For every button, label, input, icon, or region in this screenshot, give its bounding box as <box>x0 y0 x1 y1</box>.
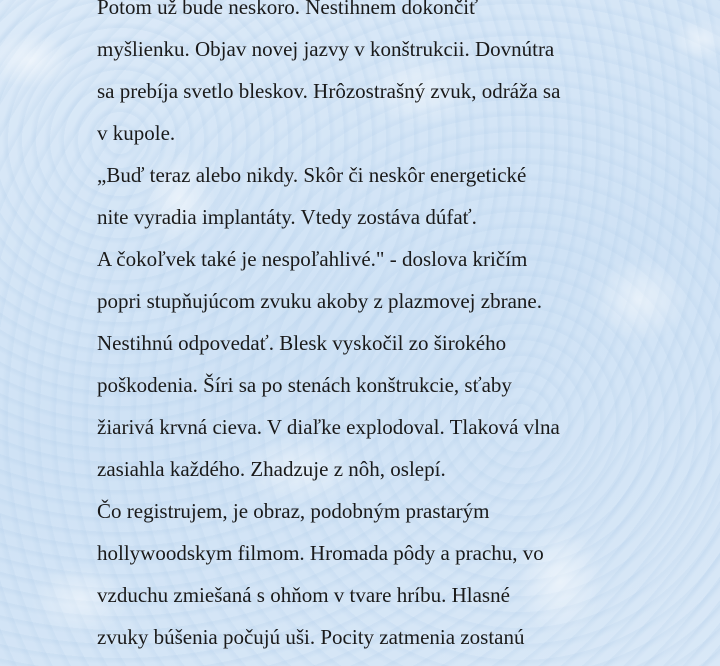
text-line: zasiahla každého. Zhadzuje z nôh, oslepí. <box>97 457 446 481</box>
story-text-block <box>97 0 657 658</box>
text-line: popri stupňujúcom zvuku akoby z plazmovej zbrane. <box>97 289 542 313</box>
text-line: v kupole. <box>97 121 176 145</box>
text-line: žiarivá krvná cieva. V diaľke explodoval. Tlaková vlna <box>97 415 560 439</box>
text-line: poškodenia. Šíri sa po stenách konštrukcie, sťaby <box>97 373 512 397</box>
text-line: Čo registrujem, je obraz, podobným prastarým <box>97 499 490 523</box>
text-line: A čokoľvek také je nespoľahlivé." - doslova kričím <box>97 247 528 271</box>
text-line: zvuky búšenia počujú uši. Pocity zatmenia zostanú <box>97 625 525 649</box>
text-line: vzduchu zmiešaná s ohňom v tvare hríbu. Hlasné <box>97 583 510 607</box>
text-line: myšlienku. Objav novej jazvy v konštrukcii. Dovnútra <box>97 37 555 61</box>
text-line: nite vyradia implantáty. Vtedy zostáva dúfať. <box>97 205 477 229</box>
text-line: hollywoodskym filmom. Hromada pôdy a prachu, vo <box>97 541 544 565</box>
text-line: sa prebíja svetlo bleskov. Hrôzostrašný zvuk, odráža sa <box>97 79 561 103</box>
text-line: Potom už bude neskoro. Nestihnem dokončiť <box>97 0 479 19</box>
text-line: „Buď teraz alebo nikdy. Skôr či neskôr energetické <box>97 163 527 187</box>
text-line: Nestihnú odpovedať. Blesk vyskočil zo širokého <box>97 331 507 355</box>
